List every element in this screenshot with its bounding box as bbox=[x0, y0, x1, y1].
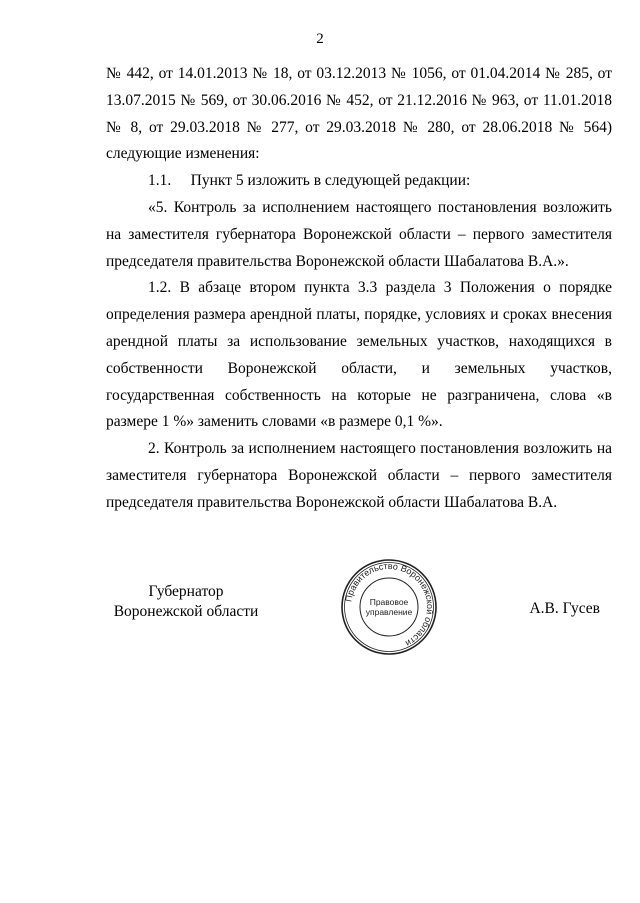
paragraph-quoted-clause-5: «5. Контроль за исполнением настоящего постановления возложить на заместителя губернатора Воронежской области – первого заместителя председателя правительства Воронежской области Шабалатова В.А.». bbox=[106, 198, 612, 270]
official-stamp bbox=[339, 557, 439, 657]
signer-name: А.В. Гусев bbox=[529, 600, 600, 617]
paragraph-amendments-list: № 442, от 14.01.2013 № 18, от 03.12.2013 № 1056, от 01.04.2014 № 285, от 13.07.2015 № 569, от 30.06.2016 № 452, от 21.12.2016 № 963, от 11.01.2018 № 8, от 29.03.2018 № 277, от 29.03.2018 № 280, от 28.06.2018 № 564) следующие изменения: bbox=[106, 65, 612, 163]
document-body bbox=[106, 61, 612, 517]
page-number: 2 bbox=[316, 31, 324, 47]
signature-position bbox=[106, 582, 266, 622]
signature-position-line1: Губернатор bbox=[148, 583, 224, 600]
stamp-center-line2: управление bbox=[365, 607, 413, 617]
stamp-ring-text: Правительство Воронежской области bbox=[343, 560, 436, 649]
paragraph-1-2: 1.2. В абзаце втором пункта 3.3 раздела 3 Положения о порядке определения размера арендной платы, порядке, условиях и сроках внесения арендной платы за использование земельных участков, находящихся в собственности Воронежской области, и земельных участков, государственная собственность на которые не разграничена, слова «в размере 1 %» заменить словами «в размере 0,1 %». bbox=[106, 279, 612, 431]
stamp-center-line1: Правовое bbox=[369, 597, 409, 607]
paragraph-2-control: 2. Контроль за исполнением настоящего постановления возложить на заместителя губернатора Воронежской области – первого заместителя председателя правительства Воронежской области Шабалатова В.А. bbox=[106, 440, 612, 511]
paragraph-1-1: 1.1. Пункт 5 изложить в следующей редакции: bbox=[148, 172, 471, 190]
signature-position-line2: Воронежской области bbox=[113, 603, 259, 620]
